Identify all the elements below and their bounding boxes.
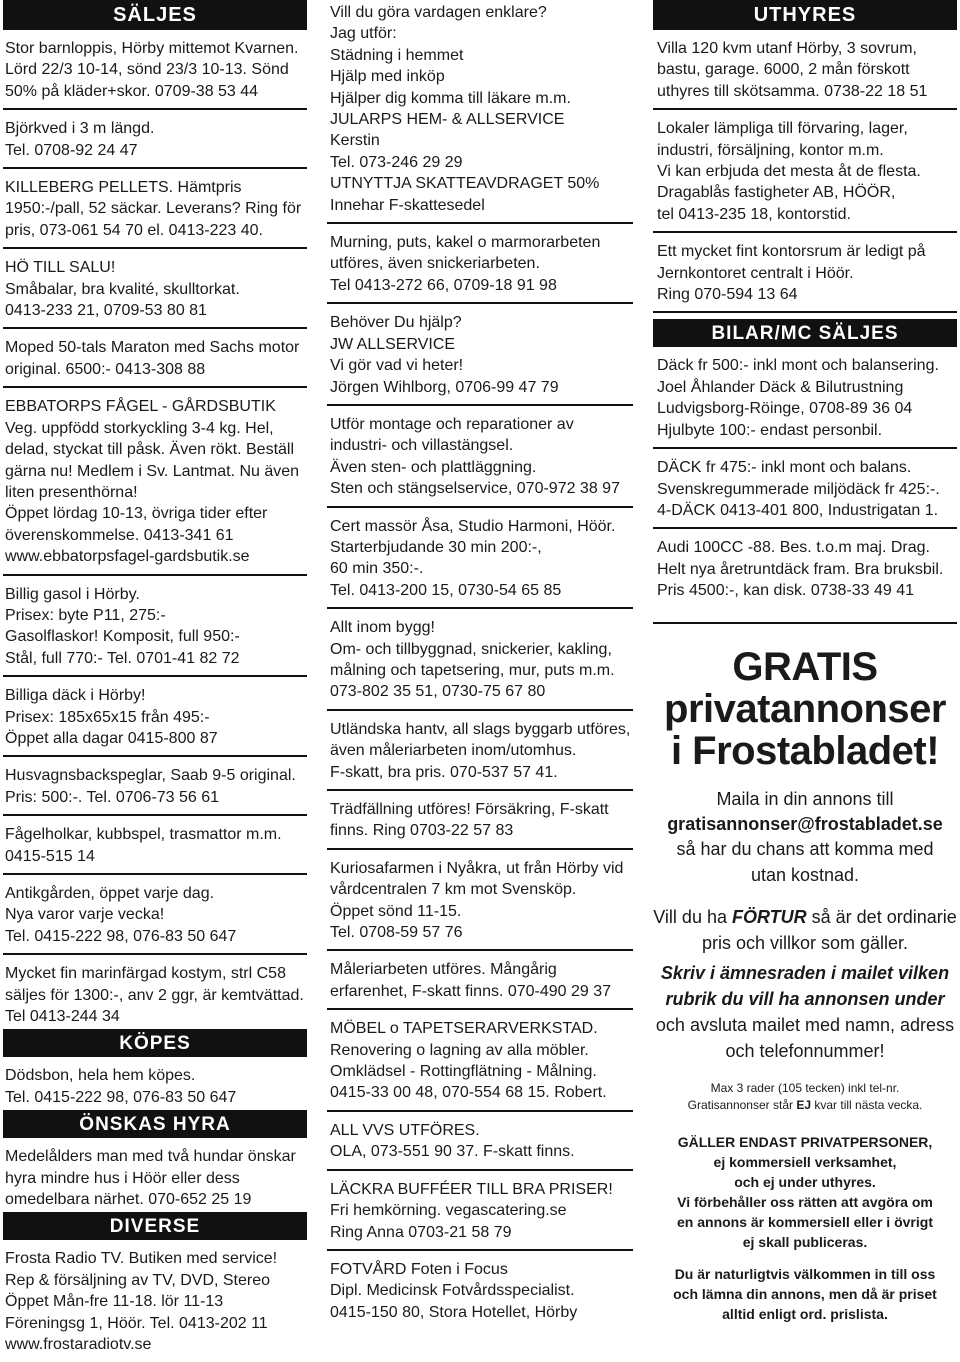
free-ads-promo <box>653 622 957 1324</box>
classified-ad: Allt inom bygg! Om- och tillbyggnad, snickerier, kakling, målning och tapetsering, mur, puts m.m. 073-802 35 51, 0730-75 67 80 <box>327 615 633 711</box>
classified-ad: Behöver Du hjälp? JW ALLSERVICE Vi gör vad vi heter! Jörgen Wihlborg, 0706-99 47 79 <box>327 310 633 406</box>
classified-ad: Moped 50-tals Maraton med Sachs motor original. 6500:- 0413-308 88 <box>3 335 307 388</box>
classified-ad: MÖBEL o TAPETSERARVERKSTAD. Renovering o lagning av alla möbler. Omklädsel - Rottingflätning - Målning. 0415-33 00 48, 070-554 68 15. Robert. <box>327 1016 633 1112</box>
classified-ad: Utför montage och reparationer av industri- och villastängsel. Även sten- och plattläggning. Sten och stängselservice, 070-972 38 97 <box>327 412 633 508</box>
classified-ad: Mycket fin marinfärgad kostym, strl C58 säljes för 1300:-, anv 2 ggr, är kemtvättad. Tel 0413-244 34 <box>5 965 304 1026</box>
promo-small-line-2-emphasis: EJ <box>796 1097 812 1112</box>
classified-ad: Fågelholkar, kubbspel, trasmattor m.m. 0415-515 14 <box>3 822 307 875</box>
classified-ad: Måleriarbeten utföres. Mångårig erfarenhet, F-skatt finns. 070-490 29 37 <box>327 957 633 1010</box>
classified-ad: LÄCKRA BUFFÉER TILL BRA PRISER! Fri hemkörning. vegascatering.se Ring Anna 0703-21 58 79 <box>327 1177 633 1251</box>
section-header-onskas-hyra: ÖNSKAS HYRA <box>3 1110 307 1138</box>
classified-ad: Billig gasol i Hörby. Prisex: byte P11, 275:- Gasolflaskor! Komposit, full 950:- Stål, full 770:- Tel. 0701-41 82 72 <box>3 582 307 678</box>
promo-email-link[interactable]: gratisannonser@frostabladet.se <box>667 813 943 834</box>
column-saljes <box>3 0 307 1362</box>
promo-subject-emphasis: Skriv i ämnesraden i mailet vilken rubrik du vill ha annonsen under <box>660 962 950 1009</box>
promo-subject-post: och avsluta mailet med namn, adress och telefonnummer! <box>655 1014 955 1061</box>
promo-small-print <box>653 1080 957 1114</box>
classified-ad: ALL VVS UTFÖRES. OLA, 073-551 90 37. F-skatt finns. <box>327 1118 633 1171</box>
promo-fortur-emphasis: FÖRTUR <box>731 906 807 927</box>
classified-ad: Billiga däck i Hörby! Prisex: 185x65x15 från 495:- Öppet alla dagar 0415-800 87 <box>3 683 307 757</box>
classified-ad: Björkved i 3 m längd. Tel. 0708-92 24 47 <box>3 116 307 169</box>
classified-ad: Frosta Radio TV. Butiken med service! Rep & försäljning av TV, DVD, Stereo Öppet Mån-fre 11-18. lör 11-13 Föreningsg 1, Höör. Tel. 0413-202 11 www.frostaradiotv.se <box>5 1250 278 1354</box>
classified-ad: Ett mycket fint kontorsrum är ledigt på Jernkontoret centralt i Höör. Ring 070-594 13 64 <box>653 239 957 313</box>
classified-ad: KILLEBERG PELLETS. Hämtpris 1950:-/pall, 52 säckar. Leverans? Ring för pris, 073-061 54 70 el. 0413-223 40. <box>3 175 307 249</box>
promo-headline: GRATIS privatannonser i Frostabladet! <box>664 644 946 773</box>
promo-fortur-text <box>653 904 957 956</box>
classified-ad: Däck fr 500:- inkl mont och balansering. Joel Åhlander Däck & Bilutrustning Ludvigsborg-Röinge, 0708-89 36 04 Hjulbyte 100:- endast personbil. <box>653 353 957 449</box>
classified-ad: Stor barnloppis, Hörby mittemot Kvarnen. Lörd 22/3 10-14, sönd 23/3 10-13. Sönd 50% på kläder+skor. 0709-38 53 44 <box>3 36 307 110</box>
column-services <box>327 0 633 1362</box>
classified-ad: HÖ TILL SALU! Småbalar, bra kvalité, skulltorkat. 0413-233 21, 0709-53 80 81 <box>3 255 307 329</box>
promo-subject-text <box>653 960 957 1064</box>
column-uthyres-bilar <box>653 0 957 1362</box>
classified-ad: EBBATORPS FÅGEL - GÅRDSBUTIK Veg. uppfödd storkyckling 3-4 kg. Hel, delad, styckat till påsk. Även rökt. Beställ gärna nu! Medlem i Sv. Lantmat. Nu även liten presenthörna! Öppet lördag 10-13, övriga tider efter överenskommelse. 0413-341 61 www.ebbatorpsfagel-gardsbutik.se <box>3 394 307 575</box>
section-header-kopes: KÖPES <box>3 1029 307 1057</box>
classified-ad: Trädfällning utföres! Försäkring, F-skatt finns. Ring 0703-22 57 83 <box>327 797 633 850</box>
promo-mail-intro: Maila in din annons till <box>716 788 894 809</box>
classified-ad: Murning, puts, kakel o marmorarbeten utföres, även snickeriarbeten. Tel 0413-272 66, 0709-18 91 98 <box>327 230 633 304</box>
promo-small-line-1: Max 3 rader (105 tecken) inkl tel-nr. <box>710 1080 900 1095</box>
promo-welcome: Du är naturligtvis välkommen in till oss och lämna din annons, men då är priset alltid enligt ord. prislista. <box>673 1265 937 1322</box>
section-header-saljes: SÄLJES <box>3 0 307 30</box>
promo-small-line-2-post: kvar till nästa vecka. <box>811 1097 923 1112</box>
classified-ad: Husvagnsbackspeglar, Saab 9-5 original. Pris: 500:-. Tel. 0706-73 56 61 <box>3 763 307 816</box>
classified-ad: FOTVÅRD Foten i Focus Dipl. Medicinsk Fotvårdsspecialist. 0415-150 80, Stora Hotellet, Hörby <box>330 1260 578 1321</box>
section-header-bilar-mc: BILAR/MC SÄLJES <box>653 319 957 347</box>
classified-ad: DÄCK fr 475:- inkl mont och balans. Svenskregummerade miljödäck fr 425:-. 4-DÄCK 0413-401 800, Industrigatan 1. <box>653 455 957 529</box>
section-header-diverse: DIVERSE <box>3 1212 307 1240</box>
promo-fortur-pre: Vill du ha <box>653 906 732 927</box>
classified-ad: Audi 100CC -88. Bes. t.o.m maj. Drag. Helt nya åretruntdäck fram. Bra bruksbil. Pris 4500:-, kan disk. 0738-33 49 41 <box>657 539 944 600</box>
classified-ad: Medelålders man med två hundar önskar hyra mindre hus i Höör eller dess omedelbara närhet. 070-652 25 19 <box>5 1148 296 1209</box>
classified-ad: Lokaler lämpliga till förvaring, lager, industri, försäljning, kontor m.m. Vi kan erbjuda det mesta åt de flesta. Dragablås fastigheter AB, HÖÖR, tel 0413-235 18, kontorstid. <box>653 116 957 233</box>
classified-ad: Dödsbon, hela hem köpes. Tel. 0415-222 98, 076-83 50 647 <box>5 1067 237 1106</box>
classified-ad: Antikgården, öppet varje dag. Nya varor varje vecka! Tel. 0415-222 98, 076-83 50 647 <box>3 881 307 955</box>
promo-fortur-post: så är det ordinarie pris och villkor som gäller. <box>701 906 957 953</box>
classified-ad: Villa 120 kvm utanf Hörby, 3 sovrum, bastu, garage. 6000, 2 mån förskott uthyres till skötsamma. 0738-22 18 51 <box>653 36 957 110</box>
classified-ad: Cert massör Åsa, Studio Harmoni, Höör. Starterbjudande 30 min 200:-, 60 min 350:-. Tel. 0413-200 15, 0730-54 65 85 <box>327 514 633 610</box>
classified-ad: Utländska hantv, all slags byggarb utföres, även måleriarbeten inom/utomhus. F-skatt, bra pris. 070-537 57 41. <box>327 717 633 791</box>
promo-mail-outro: så har du chans att komma med utan kostnad. <box>676 838 934 885</box>
promo-rules: GÄLLER ENDAST PRIVATPERSONER, ej kommersiell verksamhet, och ej under uthyres. Vi förbehåller oss rätten att avgöra om en annons är kommersiell eller i övrigt ej skall publiceras. <box>677 1133 933 1250</box>
section-header-uthyres: UTHYRES <box>653 0 957 30</box>
classified-ad: Vill du göra vardagen enklare? Jag utför: Städning i hemmet Hjälp med inköp Hjälper dig komma till läkare m.m. JULARPS HEM- & ALLSERVICE Kerstin Tel. 073-246 29 29 UTNYTTJA SKATTEAVDRAGET 50% Innehar F-skattesedel <box>327 0 633 224</box>
classified-ad: Kuriosafarmen i Nyåkra, ut från Hörby vid vårdcentralen 7 km mot Svensköp. Öppet sönd 11-15. Tel. 0708-59 57 76 <box>327 856 633 952</box>
promo-small-line-2-pre: Gratisannonser står <box>687 1097 797 1112</box>
